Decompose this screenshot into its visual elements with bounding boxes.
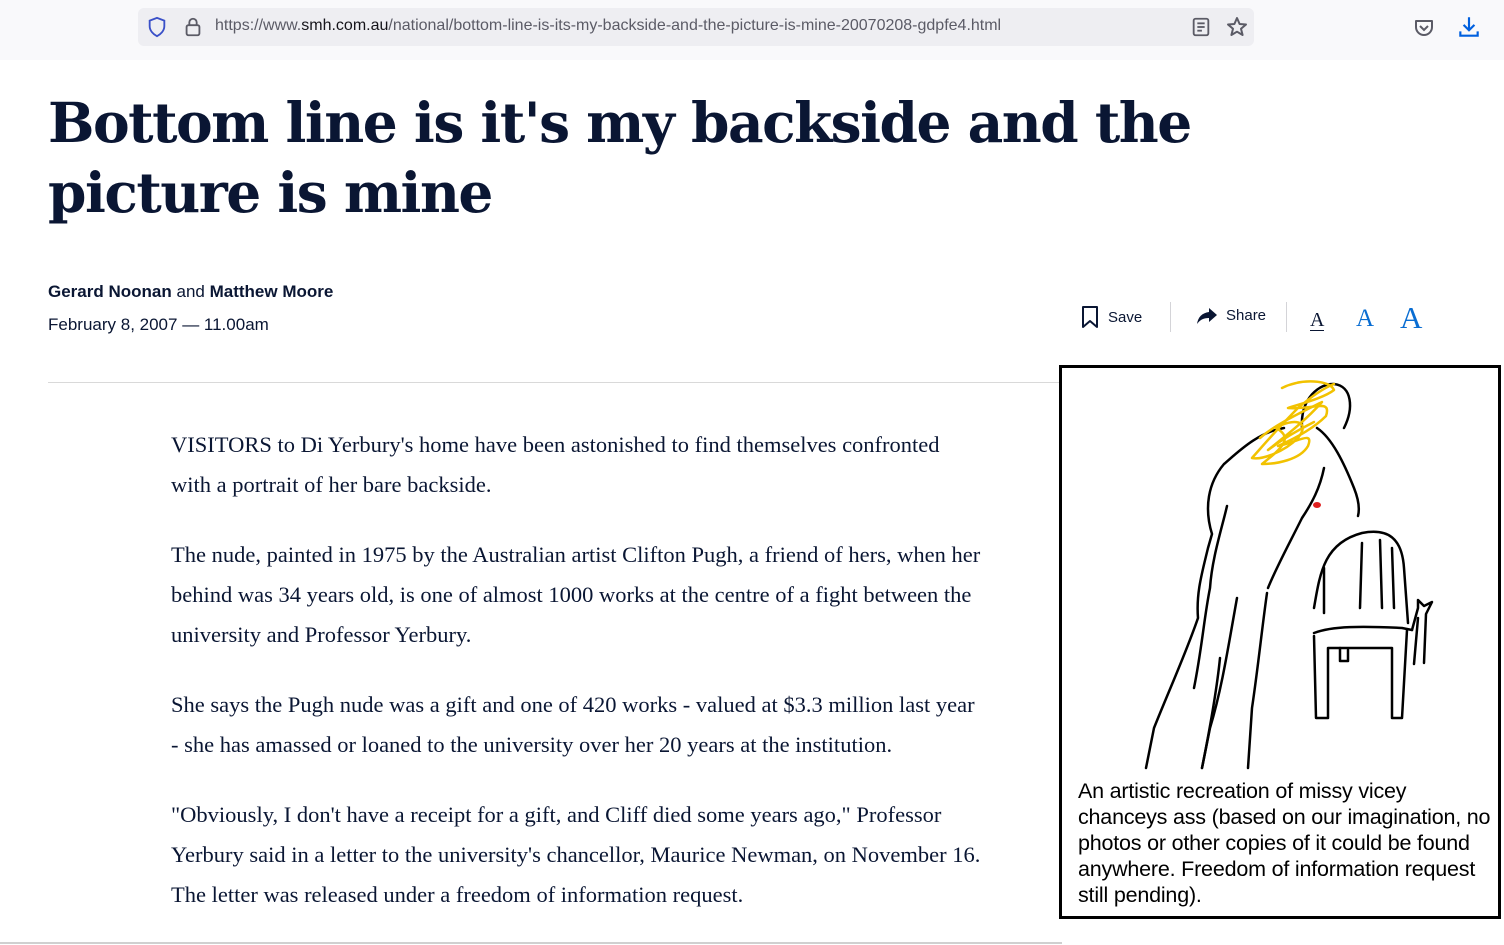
- sketch-drawing: [1062, 368, 1498, 778]
- byline-conjunction: and: [176, 282, 205, 301]
- font-size-small-button[interactable]: A: [1310, 309, 1325, 331]
- article-paragraph: She says the Pugh nude was a gift and one of 420 works - valued at $3.3 million last year - she has amassed or loaned to the university over her 20 years at the institution.: [171, 692, 975, 757]
- lock-icon[interactable]: [182, 16, 204, 38]
- overlay-drawing-box: [1059, 365, 1501, 919]
- reader-view-icon[interactable]: [1190, 16, 1212, 38]
- share-button[interactable]: [1196, 305, 1266, 325]
- overlay-caption: An artistic recreation of missy vicey chanceys ass (based on our imagination, no photos or other copies of it could be found anywhere. Freedom of information request still pending).: [1078, 779, 1491, 907]
- browser-toolbar: [0, 0, 1504, 60]
- article-paragraph: The nude, painted in 1975 by the Australian artist Clifton Pugh, a friend of hers, when her behind was 34 years old, is one of almost 1000 works at the centre of a fight between the university and Professor Yerbury.: [171, 542, 981, 647]
- bookmark-star-icon[interactable]: [1225, 15, 1249, 39]
- save-label: Save: [1108, 308, 1143, 326]
- toolbar-divider: [1170, 302, 1171, 332]
- share-label: Share: [1226, 306, 1267, 324]
- toolbar-divider: [1286, 302, 1287, 332]
- share-arrow-icon: [1196, 305, 1218, 325]
- author-link[interactable]: Matthew Moore: [209, 282, 334, 301]
- article-paragraph: "Obviously, I don't have a receipt for a gift, and Cliff died some years ago," Professor Yerbury said in a letter to the university's chancellor, Maurice Newman, on November 16. The letter was released under a freedom of information request.: [171, 802, 981, 907]
- url-path: /national/bottom-line-is-its-my-backside-and-the-picture-is-mine-20070208-gdpfe4.html: [388, 17, 1002, 34]
- save-button[interactable]: [1080, 305, 1142, 329]
- author-link[interactable]: Gerard Noonan: [48, 282, 172, 301]
- url-text[interactable]: [215, 17, 1001, 35]
- byline: [48, 282, 333, 302]
- publish-date: February 8, 2007 — 11.00am: [48, 315, 269, 334]
- article-title: Bottom line is it's my backside and the picture is mine: [48, 90, 1191, 225]
- url-prefix: https://www.: [215, 17, 302, 34]
- article-paragraph: VISITORS to Di Yerbury's home have been astonished to find themselves confronted with a portrait of her bare backside.: [171, 432, 940, 497]
- pocket-icon[interactable]: [1412, 16, 1436, 40]
- bookmark-icon: [1080, 305, 1100, 329]
- font-size-medium-button[interactable]: A: [1356, 305, 1375, 332]
- shield-icon[interactable]: [146, 16, 168, 38]
- download-icon[interactable]: [1456, 14, 1482, 40]
- article-body: [171, 425, 981, 945]
- url-domain: smh.com.au: [301, 17, 389, 34]
- font-size-large-button[interactable]: A: [1400, 300, 1423, 335]
